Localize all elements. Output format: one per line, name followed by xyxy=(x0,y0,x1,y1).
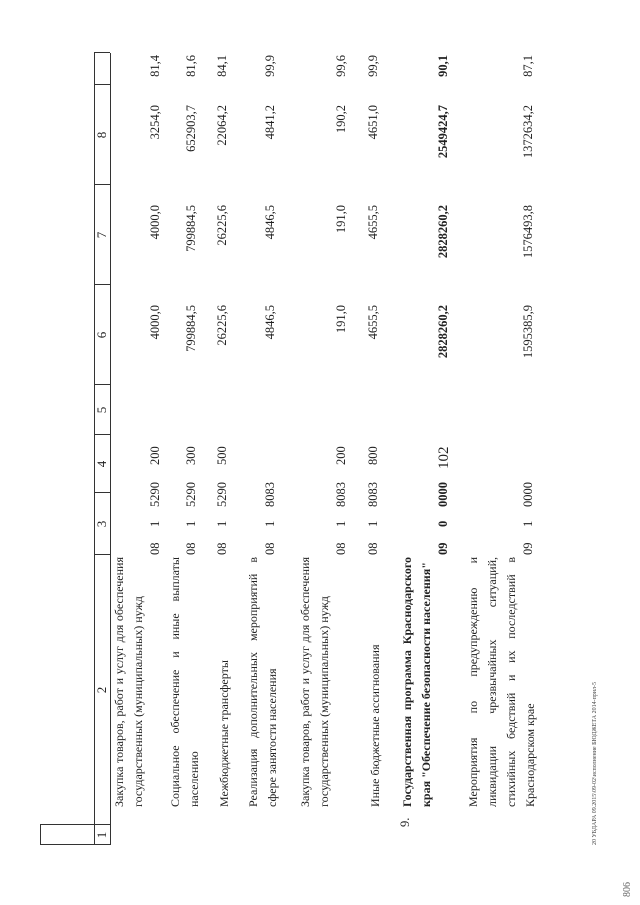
row-value-8: 99,6 xyxy=(334,55,348,77)
row-value-5: 2828260,2 xyxy=(436,305,450,359)
row-code-target: 8083 xyxy=(334,482,348,507)
row-code-target: 5290 xyxy=(184,482,198,507)
row-code-sub: 1 xyxy=(366,520,380,527)
header-col-5: 5 xyxy=(94,406,109,414)
page-number: 102 xyxy=(436,446,452,469)
row-code-section: 09 xyxy=(521,542,535,555)
row-value-6: 1576493,8 xyxy=(521,205,535,259)
row-description: Социальное обеспечение и иные выплаты населению xyxy=(168,557,201,807)
row-value-8: 84,1 xyxy=(215,55,229,77)
row-value-5: 26225,6 xyxy=(215,305,229,346)
row-value-8: 81,6 xyxy=(184,55,198,77)
row-description: Межбюджетные трансферты xyxy=(217,660,231,807)
row-code-target: 8083 xyxy=(366,482,380,507)
row-code-section: 08 xyxy=(184,542,198,555)
header-col-8: 8 xyxy=(94,131,109,139)
row-value-5: 799884,5 xyxy=(184,305,198,352)
header-col-4: 4 xyxy=(94,460,109,468)
row-code-target: 5290 xyxy=(148,482,162,507)
row-code-section: 08 xyxy=(148,542,162,555)
row-code-target: 5290 xyxy=(215,482,229,507)
row-code-type: 200 xyxy=(334,446,348,465)
header-col-2: 2 xyxy=(94,686,109,694)
row-code-sub: 0 xyxy=(436,520,450,527)
row-code-section: 08 xyxy=(263,542,277,555)
row-code-sub: 1 xyxy=(215,520,229,527)
row-code-type: 200 xyxy=(148,446,162,465)
row-number: 9. xyxy=(398,817,412,827)
row-value-6: 4846,5 xyxy=(263,205,277,240)
row-value-8: 99,9 xyxy=(263,55,277,77)
row-value-5: 4846,5 xyxy=(263,305,277,340)
row-value-7: 22064,2 xyxy=(215,105,229,146)
row-value-8: 81,4 xyxy=(148,55,162,77)
row-description: Мероприятия по предупреждению и ликвидации чрезвычайных ситуаций, стихийных бедствий и их последствий в Краснодарском крае xyxy=(466,557,537,807)
header-col-1: 1 xyxy=(94,831,109,839)
row-value-6: 26225,6 xyxy=(215,205,229,246)
row-code-sub: 1 xyxy=(263,520,277,527)
row-description: Государственная программа Краснодарского края "Обеспечение безопасности населения" xyxy=(400,557,433,807)
row-value-7: 2549424,7 xyxy=(436,105,450,159)
row-code-section: 08 xyxy=(334,542,348,555)
row-value-5: 4000,0 xyxy=(148,305,162,340)
row-code-target: 0000 xyxy=(436,482,450,507)
row-value-7: 652903,7 xyxy=(184,105,198,152)
row-description: Закупка товаров, работ и услуг для обеспечения государственных (муниципальных) нужд xyxy=(298,557,331,807)
row-value-8: 90,1 xyxy=(436,55,450,77)
row-value-6: 4655,5 xyxy=(366,205,380,240)
row-value-5: 1595385,9 xyxy=(521,305,535,359)
row-value-7: 4841,2 xyxy=(263,105,277,140)
row-value-5: 191,0 xyxy=(334,305,348,334)
row-code-section: 08 xyxy=(366,542,380,555)
row-code-target: 8083 xyxy=(263,482,277,507)
header-col-3: 3 xyxy=(94,520,109,528)
row-value-7: 4651,0 xyxy=(366,105,380,140)
row-code-sub: 1 xyxy=(148,520,162,527)
row-description: Реализация дополнительных мероприятий в сфере занятости населения xyxy=(246,557,279,807)
footer-path: 20 УБДАРА 09.2015\09-02\исполнение БЮДЖЕТА 2014-прил-5 xyxy=(592,682,598,845)
row-value-7: 1372634,2 xyxy=(521,105,535,159)
row-value-6: 2828260,2 xyxy=(436,205,450,259)
header-col-6: 6 xyxy=(94,331,109,339)
row-code-sub: 1 xyxy=(334,520,348,527)
row-value-6: 799884,5 xyxy=(184,205,198,252)
row-value-6: 191,0 xyxy=(334,205,348,234)
row-code-type: 500 xyxy=(215,446,229,465)
row-code-sub: 1 xyxy=(521,520,535,527)
row-value-8: 87,1 xyxy=(521,55,535,77)
row-value-5: 4655,5 xyxy=(366,305,380,340)
header-col-7: 7 xyxy=(94,231,109,239)
row-value-7: 190,2 xyxy=(334,105,348,134)
row-code-target: 0000 xyxy=(521,482,535,507)
row-code-section: 08 xyxy=(215,542,229,555)
col1-top-border xyxy=(40,825,41,845)
row-description: Закупка товаров, работ и услуг для обеспечения государственных (муниципальных) нужд xyxy=(112,557,145,807)
header-sep xyxy=(94,52,110,53)
row-value-7: 3254,0 xyxy=(148,105,162,140)
row-code-type: 300 xyxy=(184,446,198,465)
row-code-section: 09 xyxy=(436,542,450,555)
row-description: Иные бюджетные ассигнования xyxy=(368,644,382,807)
row-code-sub: 1 xyxy=(184,520,198,527)
row-value-6: 4000,0 xyxy=(148,205,162,240)
row-code-type: 800 xyxy=(366,446,380,465)
row-value-8: 99,9 xyxy=(366,55,380,77)
side-number: 806 xyxy=(622,882,633,897)
